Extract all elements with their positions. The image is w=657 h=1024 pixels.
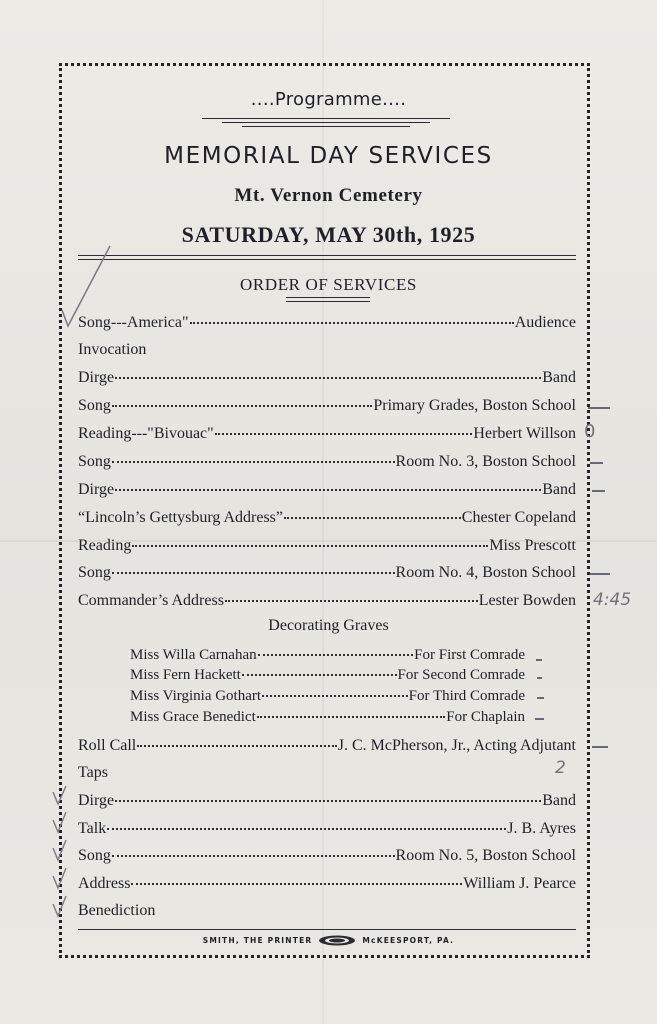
- dot-leader: [215, 433, 473, 435]
- service-performer: Room No. 4, Boston School: [395, 564, 576, 581]
- service-performer: Band: [542, 481, 576, 498]
- programme-heading: ....Programme....: [250, 89, 407, 110]
- dot-leader: [262, 695, 408, 697]
- grave-assignment: For Chaplain: [446, 709, 525, 725]
- service-row: [78, 507, 576, 529]
- grave-row: [130, 686, 525, 706]
- grave-assignment: For First Comrade: [414, 647, 525, 663]
- service-row: [78, 845, 576, 867]
- order-heading: ORDER OF SERVICES: [240, 275, 417, 294]
- service-row: [78, 900, 576, 922]
- grave-row: [130, 707, 525, 727]
- service-row: [78, 479, 576, 501]
- service-row: [78, 590, 576, 612]
- pencil-mark: [537, 677, 542, 679]
- service-item: Song: [78, 397, 111, 414]
- service-item: Song: [78, 847, 111, 864]
- pencil-mark: [536, 659, 542, 661]
- dot-leader: [115, 377, 541, 379]
- service-performer: Lester Bowden: [478, 592, 576, 609]
- divider: [286, 297, 370, 298]
- dot-leader: [112, 405, 372, 407]
- service-performer: J. C. McPherson, Jr., Acting Adjutant: [337, 737, 576, 754]
- service-row: [78, 367, 576, 389]
- service-item: Song: [78, 564, 111, 581]
- dot-leader: [107, 828, 506, 830]
- service-row: [78, 423, 576, 445]
- service-row: [78, 451, 576, 473]
- service-performer: Room No. 5, Boston School: [395, 847, 576, 864]
- divider: [78, 255, 576, 256]
- grave-row: [130, 665, 525, 685]
- dot-leader: [115, 800, 541, 802]
- dot-leader: [112, 461, 395, 463]
- service-item: Dirge: [78, 369, 115, 386]
- printer-city: McKEESPORT, PA.: [362, 936, 455, 945]
- divider: [78, 929, 576, 930]
- dot-leader: [258, 654, 414, 656]
- service-row: [78, 312, 576, 334]
- service-performer: Herbert Willson: [473, 425, 576, 442]
- page-title: MEMORIAL DAY SERVICES: [164, 143, 493, 169]
- decorator-name: Miss Fern Hackett: [130, 667, 241, 683]
- dot-leader: [112, 855, 395, 857]
- service-performer: Chester Copeland: [461, 509, 576, 526]
- divider: [286, 301, 370, 302]
- service-item: Dirge: [78, 481, 115, 498]
- service-item: Talk: [78, 820, 107, 837]
- pencil-mark: [537, 697, 544, 699]
- pencil-note: 0: [584, 421, 596, 442]
- decorator-name: Miss Grace Benedict: [130, 709, 256, 725]
- pencil-mark: [592, 746, 608, 748]
- pencil-note: 4:45: [593, 590, 632, 610]
- dot-leader: [257, 716, 445, 718]
- printer-imprint: [0, 935, 657, 946]
- service-item: Song: [78, 453, 111, 470]
- dot-leader: [112, 572, 395, 574]
- service-item: Address: [78, 875, 131, 892]
- service-performer: J. B. Ayres: [507, 820, 576, 837]
- grave-assignment: For Third Comrade: [408, 688, 525, 704]
- divider: [222, 122, 430, 123]
- pencil-mark: [590, 573, 610, 575]
- pencil-mark: [592, 490, 605, 492]
- printer-name: SMITH, THE PRINTER: [202, 936, 313, 945]
- dot-leader: [225, 600, 478, 602]
- service-performer: Audience: [514, 314, 576, 331]
- union-label-icon: [318, 935, 356, 946]
- decorating-graves-heading: Decorating Graves: [268, 617, 389, 634]
- service-performer: Band: [542, 792, 576, 809]
- pencil-mark: [590, 462, 603, 464]
- pencil-check-icon: [58, 240, 118, 340]
- service-item: Commander’s Address: [78, 592, 224, 609]
- dot-leader: [137, 745, 337, 747]
- service-performer: Primary Grades, Boston School: [373, 397, 576, 414]
- event-date: SATURDAY, MAY 30th, 1925: [181, 222, 476, 247]
- service-row: [78, 818, 576, 840]
- service-item: “Lincoln’s Gettysburg Address”: [78, 509, 284, 526]
- service-item: Taps: [78, 764, 108, 781]
- service-item: Reading: [78, 537, 132, 554]
- service-row: [78, 339, 576, 361]
- service-row: [78, 535, 576, 557]
- decorator-name: Miss Willa Carnahan: [130, 647, 257, 663]
- service-item: Dirge: [78, 792, 115, 809]
- dot-leader: [190, 322, 514, 324]
- divider: [202, 118, 450, 119]
- service-performer: Band: [542, 369, 576, 386]
- service-row: [78, 762, 576, 784]
- service-row: [78, 790, 576, 812]
- service-row: [78, 873, 576, 895]
- dot-leader: [132, 545, 488, 547]
- service-row: [78, 395, 576, 417]
- decorator-name: Miss Virginia Gothart: [130, 688, 262, 704]
- service-row: [78, 735, 576, 757]
- dot-leader: [115, 489, 541, 491]
- service-performer: William J. Pearce: [463, 875, 576, 892]
- dot-leader: [131, 883, 462, 885]
- dot-leader: [284, 517, 461, 519]
- divider: [78, 259, 576, 260]
- service-performer: Room No. 3, Boston School: [395, 453, 576, 470]
- service-item: Benediction: [78, 902, 156, 919]
- pencil-mark: [535, 718, 544, 720]
- service-item: Roll Call: [78, 737, 137, 754]
- grave-assignment: For Second Comrade: [397, 667, 525, 683]
- service-item: Song---America": [78, 314, 189, 331]
- service-performer: Miss Prescott: [489, 537, 576, 554]
- service-row: [78, 562, 576, 584]
- dot-leader: [242, 674, 397, 676]
- divider: [242, 126, 410, 127]
- location-subtitle: Mt. Vernon Cemetery: [234, 185, 423, 206]
- grave-row: [130, 645, 525, 665]
- pencil-note: 2: [555, 758, 566, 778]
- service-item: Invocation: [78, 341, 147, 358]
- pencil-mark: [588, 407, 610, 409]
- service-item: Reading---"Bivouac": [78, 425, 214, 442]
- pencil-check-icon: [50, 782, 80, 922]
